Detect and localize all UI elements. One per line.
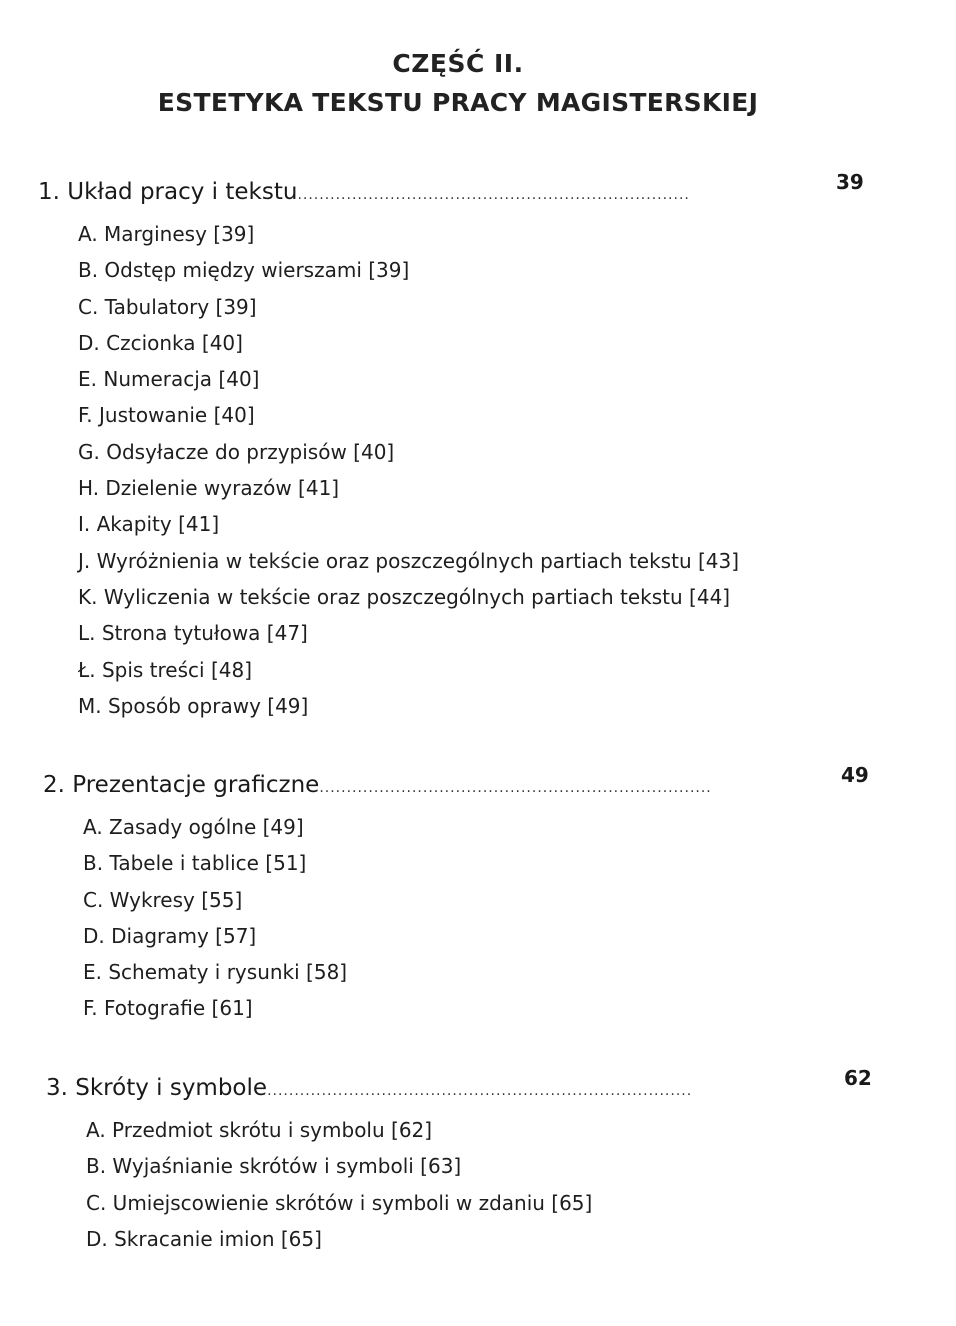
toc-section-heading bbox=[43, 765, 903, 805]
toc-item: B. Wyjaśnianie skrótów i symboli [63] bbox=[86, 1154, 462, 1179]
toc-section-title bbox=[46, 1068, 798, 1111]
toc-leader-dots: ........................................................................ bbox=[319, 780, 712, 796]
part-title: ESTETYKA TEKSTU PRACY MAGISTERSKIEJ bbox=[157, 88, 759, 117]
toc-item: H. Dzielenie wyrazów [41] bbox=[78, 476, 340, 501]
toc-item: E. Schematy i rysunki [58] bbox=[83, 960, 348, 985]
toc-section-3 bbox=[46, 1068, 906, 1257]
toc-section-page-number: 62 bbox=[844, 1066, 872, 1090]
toc-item: E. Numeracja [40] bbox=[78, 367, 260, 392]
toc-leader-dots: ........................................................................ bbox=[297, 187, 690, 203]
toc-section-label: 3. Skróty i symbole bbox=[46, 1075, 268, 1101]
toc-item: C. Tabulatory [39] bbox=[78, 294, 257, 319]
toc-section-title bbox=[38, 172, 790, 215]
toc-section-label: 2. Prezentacje graficzne bbox=[43, 772, 320, 798]
toc-item: F. Justowanie [40] bbox=[78, 403, 255, 428]
toc-item: D. Czcionka [40] bbox=[78, 330, 243, 355]
toc-section-heading bbox=[46, 1068, 906, 1108]
toc-item: L. Strona tytułowa [47] bbox=[78, 621, 308, 646]
toc-item: J. Wyróżnienia w tekście oraz poszczególnych partiach tekstu [43] bbox=[78, 548, 740, 573]
toc-section-page-number: 49 bbox=[841, 763, 869, 787]
toc-section-label: 1. Układ pracy i tekstu bbox=[38, 179, 298, 205]
toc-section-1 bbox=[38, 172, 898, 724]
toc-item: B. Odstęp między wierszami [39] bbox=[78, 258, 410, 283]
toc-section-heading bbox=[38, 172, 898, 212]
toc-item: D. Diagramy [57] bbox=[83, 923, 257, 948]
toc-item: B. Tabele i tablice [51] bbox=[83, 851, 307, 876]
toc-item: M. Sposób oprawy [49] bbox=[78, 693, 309, 718]
toc-item-list bbox=[83, 809, 903, 1027]
part-number: CZĘŚĆ II. bbox=[392, 49, 524, 78]
toc-item: C. Umiejscowienie skrótów i symboli w zdaniu [65] bbox=[86, 1190, 593, 1215]
toc-section-title bbox=[43, 765, 795, 808]
toc-leader-dots: .............................................................................. bbox=[267, 1083, 693, 1099]
toc-item: A. Zasady ogólne [49] bbox=[83, 815, 304, 839]
toc-item: K. Wyliczenia w tekście oraz poszczególnych partiach tekstu [44] bbox=[78, 584, 731, 609]
toc-item: A. Przedmiot skrótu i symbolu [62] bbox=[86, 1118, 433, 1142]
toc-item: F. Fotografie [61] bbox=[83, 996, 253, 1021]
toc-item: A. Marginesy [39] bbox=[78, 222, 255, 246]
part-heading bbox=[0, 48, 916, 120]
toc-section-page-number: 39 bbox=[836, 170, 864, 194]
toc-item: I. Akapity [41] bbox=[78, 512, 220, 537]
toc-item: C. Wykresy [55] bbox=[83, 887, 243, 912]
toc-item-list bbox=[78, 216, 898, 724]
toc-item: Ł. Spis treści [48] bbox=[78, 657, 252, 682]
toc-section-2 bbox=[43, 765, 903, 1027]
toc-item-list bbox=[86, 1112, 906, 1257]
toc-item: D. Skracanie imion [65] bbox=[86, 1226, 322, 1251]
toc-item: G. Odsyłacze do przypisów [40] bbox=[78, 439, 395, 464]
